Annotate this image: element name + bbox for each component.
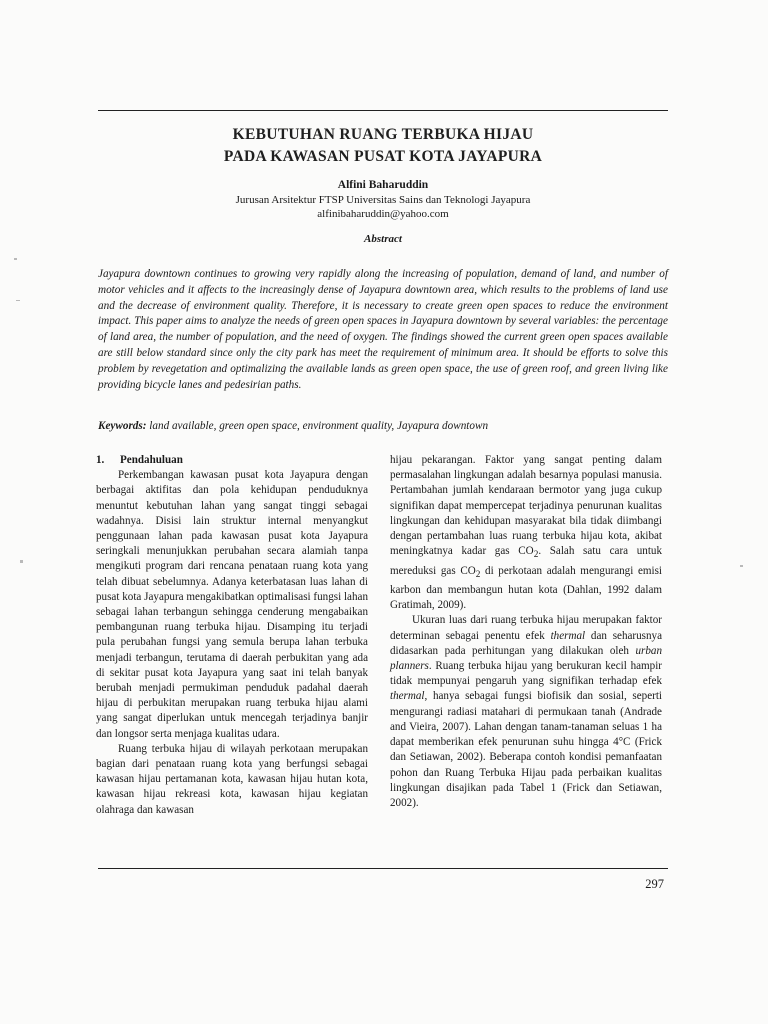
paper-title-line-2: PADA KAWASAN PUSAT KOTA JAYAPURA [223,148,543,165]
scan-speck [16,300,20,301]
author-name: Alfini Baharuddin [337,179,429,191]
left-paragraph-1: Perkembangan kawasan pusat kota Jayapura dengan berbagai aktifitas dan pola kehidupan penduduknya menuntut kebutuhan lahan yang sangat tinggi sebagai wadahnya. Disisi lain struktur internal menyangkut penggunaan lahan pada kawasan pusat kota Jayapura seringkali menunjukkan perubahan secara alamiah tanpa mengikuti program dari rencana penataan ruang kota yang telah dibuat sebelumnya. Adanya keterbatasan luas lahan di pusat kota Jayapura mengakibatkan optimalisasi fungsi lahan sebagai lahan terbangun sehingga cenderung mengabaikan pembangunan ruang terbuka hijau. Disamping itu terjadi pula perubahan fungsi yang semula berupa lahan terbuka menjadi terbangun, terutama di daerah perbukitan yang ada di sekitar pusat kota Jayapura yang saat ini telah banyak berubah menjadi permukiman penduduk padahal daerah hijau di perbukitan merupakan ruang terbuka hijau alami yang sangat diperlukan untuk mencegah terjadinya banjir dan longsor serta menjaga kualitas udara. [96,469,368,740]
section-title: Pendahuluan [120,454,183,466]
term-urban-planners: urban planners [390,644,662,673]
right-column [390,453,662,811]
co2-subscript: 2 [533,550,539,561]
section-number: 1. [96,454,105,466]
scan-speck [740,565,743,567]
term-thermal: thermal [390,690,425,703]
keywords-label: Keywords: [98,420,147,432]
right-p1-part-c: di perkotaan adalah mengurangi emisi karbon dan membangun hutan kota (Dahlan, 1992 dalam Gratimah, 2009). [390,564,662,612]
right-p2-part-d: , hanya sebagai fungsi biofisik dan sosial, seperti mengurangi radiasi matahari di permukaan tanah (Andrade and Vieira, 2007). Lahan dengan tanam-tanaman seluas 1 ha dapat memberikan efek penurunan suhu hingga 4°C (Frick dan Setiawan, 2002). Beberapa contoh kondisi pemanfaatan pohon dan Ruang Terbuka Hijau pada perbaikan kualitas lingkungan disajikan pada Tabel 1 (Frick dan Setiawan, 2002). [390,690,662,809]
scan-speck [14,258,17,260]
paper-title-line-1: KEBUTUHAN RUANG TERBUKA HIJAU [232,126,534,143]
right-p2-part-b: dan seharusnya didasarkan pada perhitungan yang dilakukan oleh [390,629,662,657]
author-affiliation: Jurusan Arsitektur FTSP Universitas Sains dan Teknologi Jayapura [235,194,531,206]
right-p1-part-b: . Salah satu cara untuk mereduksi gas CO [390,545,662,577]
author-email: alfinibaharuddin@yahoo.com [317,208,449,220]
abstract-heading: Abstract [364,233,402,245]
section-heading [96,453,368,468]
bottom-rule [98,868,668,869]
right-paragraph-1 [390,453,662,613]
right-p2-part-c: . Ruang terbuka hijau yang berukuran kecil hampir tidak mempunyai pengaruh yang signifikan terhadap efek [390,660,662,688]
right-paragraph-2 [390,613,662,811]
left-paragraph-2: Ruang terbuka hijau di wilayah perkotaan merupakan bagian dari penataan ruang kota yang berfungsi sebagai kawasan hijau pertamanan kota, kawasan hijau hutan kota, kawasan hijau rekreasi kota, kawasan hijau kegiatan olahraga dan kawasan [96,742,368,816]
keywords-line [98,419,668,434]
header-block [98,124,668,245]
scan-speck [20,560,23,563]
abstract-text: Jayapura downtown continues to growing very rapidly along the increasing of population, demand of land, and number of motor vehicles and it affects to the increasingly dense of Jayapura downtown area, which results to the problems of land use and the decrease of environment quality. Therefore, it is necessary to create green open spaces to reduce the environment impact. This paper aims to analyze the needs of green open spaces in Jayapura downtown by several variables: the percentage of land area, the number of population, and the need of oxygen. The findings showed the current green open spaces available are still below standard since only the city park has meet the requirement of minimum area. It should be efforts to solve this problem by revegetation and optimalizing the available lands as green open space, the use of green roof, and green living like providing bicycle lanes and pedesirian paths. [98,268,668,391]
page-number: 297 [645,877,664,891]
right-p2-part-a: Ukuran luas dari ruang terbuka hijau merupakan faktor determinan sebagai penentu efek [390,614,662,642]
keywords-text: land available, green open space, environment quality, Jayapura downtown [149,420,489,432]
term-thermal: thermal [550,629,586,642]
right-p1-part-a: hijau pekarangan. Faktor yang sangat penting dalam permasalahan lingkungan adalah besarnya populasi manusia. Pertambahan jumlah kendaraan bermotor yang juga cukup signifikan dapat mempercepat terjadinya penurunan kualitas lingkungan dan kehidupan masyarakat bila tidak diimbangi dengan pertambahan luas ruang terbuka hijau kota, akibat meningkatnya kadar gas CO [390,454,662,558]
co2-subscript: 2 [475,569,481,580]
top-rule [98,110,668,111]
left-column [96,453,368,818]
